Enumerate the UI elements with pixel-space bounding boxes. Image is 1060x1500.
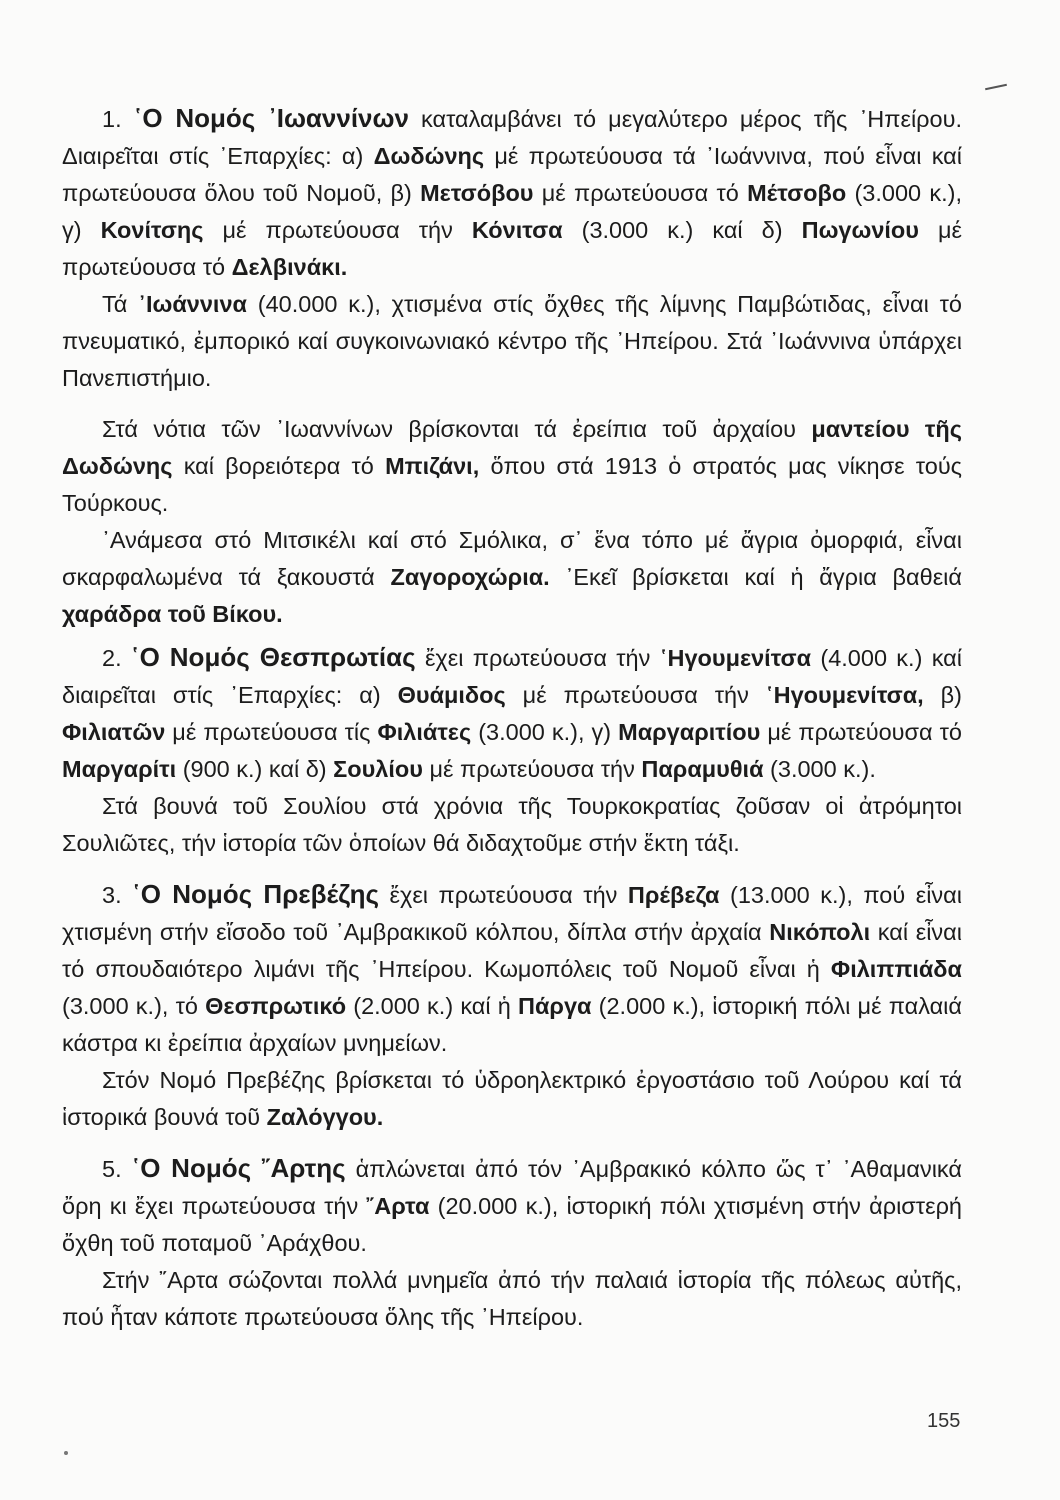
- bold-term: Μαργαριτίου: [618, 719, 761, 745]
- text: β): [923, 682, 962, 708]
- text: Τά: [102, 291, 139, 317]
- bold-term: Σουλίου: [333, 756, 423, 782]
- text: μέ πρωτεύουσα τήν: [505, 682, 766, 708]
- paragraph-arta: [62, 1150, 962, 1262]
- text: ᾿Εκεῖ βρίσκεται καί ἡ ἄγρια βαθειά: [549, 564, 962, 590]
- section-number: 2.: [102, 645, 131, 671]
- bold-term: Πωγωνίου: [801, 217, 919, 243]
- page-number: 155: [927, 1410, 961, 1432]
- bold-term: ῎Αρτα: [366, 1193, 430, 1219]
- section-number: 3.: [102, 882, 133, 908]
- bold-term: Πρέβεζα: [627, 882, 720, 908]
- text: καί εἶναι τό σπουδαιότερο λιμάνι τῆς ᾿Ηπείρου. Κωμοπόλεις τοῦ Νομοῦ εἶναι ἡ: [62, 919, 962, 982]
- bold-term: Φιλιάτες: [377, 719, 472, 745]
- bold-term: Πάργα: [518, 993, 592, 1019]
- section-title-preveza: ῾Ο Νομός Πρεβέζης: [132, 879, 379, 909]
- text: (3.000 κ.).: [763, 756, 876, 782]
- text: (20.000 κ.), ἱστορική πόλι χτισμένη στήν ἀριστερή ὄχθη τοῦ ποταμοῦ ᾿Αράχθου.: [62, 1193, 963, 1256]
- bold-term: Θεσπρωτικό: [205, 993, 347, 1019]
- text: καί βορειότερα τό: [172, 453, 386, 479]
- bold-term: Δελβινάκι.: [231, 254, 348, 280]
- text: (4.000 κ.) καί διαιρεῖται στίς ᾿Επαρχίες: α): [62, 645, 962, 708]
- text: ἔχει πρωτεύουσα τήν: [415, 645, 660, 671]
- paragraph-arta-monuments: [62, 1262, 962, 1336]
- text: μέ πρωτεύουσα τό: [533, 180, 748, 206]
- paragraph-souli: [62, 788, 962, 862]
- text: (40.000 κ.), χτισμένα στίς ὄχθες τῆς λίμνης Παμβώτιδας, εἶναι τό πνευματικό, ἐμπορικό καί συγκοινωνιακό κέντρο τῆς ᾿Ηπείρου. Στά ᾿Ιωάννινα ὑπάρχει Πανεπιστήμιο.: [62, 291, 962, 391]
- bold-term: Ζαγοροχώρια.: [390, 564, 550, 590]
- paragraph-preveza: [62, 876, 962, 1062]
- text: (3.000 κ.) καί δ): [562, 217, 802, 243]
- bold-term: Μετσόβου: [420, 180, 534, 206]
- text: (2.000 κ.), ἱστορική πόλι μέ παλαιά κάστρα κι ἐρείπια ἀρχαίων μνημείων.: [62, 993, 962, 1056]
- paragraph-ioannina-city: [62, 286, 962, 397]
- scan-mark: [985, 84, 1007, 91]
- section-title-thesprotia: ῾Ο Νομός Θεσπρωτίας: [130, 642, 416, 672]
- text: καταλαμβάνει τό μεγαλύτερο μέρος τῆς ᾿Ηπείρου. Διαιρεῖται στίς ᾿Επαρχίες: α): [62, 106, 962, 169]
- bold-term: Φιλιατῶν: [62, 719, 166, 745]
- bold-term: Κόνιτσα: [471, 217, 563, 243]
- bold-term: Μπιζάνι,: [385, 453, 480, 479]
- paragraph-zagori: [62, 522, 962, 633]
- text: μέ πρωτεύουσα τά ᾿Ιωάννινα, πού εἶναι καί πρωτεύουσα ὅλου τοῦ Νομοῦ, β): [62, 143, 962, 206]
- text: ἁπλώνεται ἀπό τόν ᾿Αμβρακικό κόλπο ὥς τ᾿ ᾿Αθαμανικά ὄρη κι ἔχει πρωτεύουσα τήν: [62, 1156, 962, 1219]
- scan-dot: [64, 1451, 68, 1455]
- bold-term: ῾Ηγουμενίτσα: [659, 645, 812, 671]
- text: (13.000 κ.), πού εἶναι χτισμένη στήν εἴσοδο τοῦ ᾿Αμβρακικοῦ κόλπου, δίπλα στήν ἀρχαία: [62, 882, 962, 945]
- bold-term: ῾Ηγουμενίτσα,: [765, 682, 924, 708]
- paragraph-thesprotia: [62, 639, 962, 788]
- text: Στήν ῎Αρτα σώζονται πολλά μνημεῖα ἀπό τήν παλαιά ἱστορία τῆς πόλεως αὐτῆς, πού ἦταν κάποτε πρωτεύουσα ὅλης τῆς ᾿Ηπείρου.: [62, 1267, 962, 1330]
- text: μέ πρωτεύουσα τό: [62, 217, 962, 280]
- bold-term: μαντείου τῆς Δωδώνης: [62, 416, 962, 479]
- text: Στά βουνά τοῦ Σουλίου στά χρόνια τῆς Τουρκοκρατίας ζοῦσαν οἱ ἀτρόμητοι Σουλιῶτες, τήν ἱστορία τῶν ὁποίων θά διδαχτοῦμε στήν ἕκτη τάξι.: [62, 793, 962, 856]
- bold-term: Κονίτσης: [100, 217, 204, 243]
- text: μέ πρωτεύουσα τό: [760, 719, 962, 745]
- bold-term: Μαργαρίτι: [62, 756, 177, 782]
- text: (3.000 κ.), τό: [62, 993, 206, 1019]
- bold-term: Θυάμιδος: [397, 682, 506, 708]
- text: (2.000 κ.) καί ἡ: [346, 993, 518, 1019]
- text: ὅπου στά 1913 ὁ στρατός μας νίκησε τούς Τούρκους.: [62, 453, 962, 516]
- paragraph-ioannina: [62, 100, 962, 286]
- section-number: 1.: [102, 106, 134, 132]
- text: (900 κ.) καί δ): [176, 756, 334, 782]
- text: Στά νότια τῶν ᾿Ιωαννίνων βρίσκονται τά ἐρείπια τοῦ ἀρχαίου: [102, 416, 812, 442]
- text: ἔχει πρωτεύουσα τήν: [378, 882, 628, 908]
- text: μέ πρωτεύουσα τήν: [422, 756, 642, 782]
- text: (3.000 κ.), γ): [62, 180, 962, 243]
- paragraph-louros: [62, 1062, 962, 1136]
- text: Στόν Νομό Πρεβέζης βρίσκεται τό ὑδροηλεκτρικό ἐργοστάσιο τοῦ Λούρου καί τά ἱστορικά βουνά τοῦ: [62, 1067, 962, 1130]
- bold-term: Δωδώνης: [373, 143, 485, 169]
- bold-term: ᾿Ιωάννινα: [138, 291, 247, 317]
- text: μέ πρωτεύουσα τήν: [203, 217, 472, 243]
- bold-term: Μέτσοβο: [747, 180, 847, 206]
- bold-term: Ζαλόγγου.: [266, 1104, 384, 1130]
- bold-term: Φιλιππιάδα: [830, 956, 962, 982]
- bold-term: χαράδρα τοῦ Βίκου.: [62, 601, 283, 627]
- section-number: 5.: [102, 1156, 132, 1182]
- paragraph-dodoni: [62, 411, 962, 522]
- text: (3.000 κ.), γ): [471, 719, 619, 745]
- text: ᾿Ανάμεσα στό Μιτσικέλι καί στό Σμόλικα, σ᾿ ἕνα τόπο μέ ἄγρια ὀμορφιά, εἶναι σκαρφαλωμένα τά ξακουστά: [62, 527, 962, 590]
- page-body: [62, 100, 962, 1336]
- section-title-arta: ῾Ο Νομός ῎Αρτης: [131, 1153, 346, 1183]
- section-title-ioannina: ῾Ο Νομός ᾿Ιωαννίνων: [133, 103, 409, 133]
- text: μέ πρωτεύουσα τίς: [165, 719, 378, 745]
- bold-term: Παραμυθιά: [641, 756, 764, 782]
- bold-term: Νικόπολι: [769, 919, 871, 945]
